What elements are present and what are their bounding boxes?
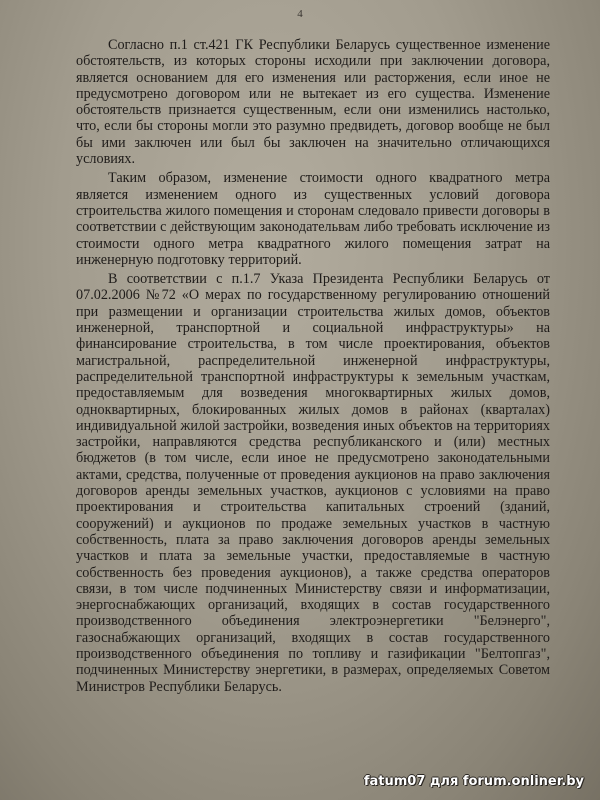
forum-watermark: fatum07 для forum.onliner.by [363,774,584,789]
paragraph-decree-72: В соответствии с п.1.7 Указа Президента Республики Беларусь от 07.02.2006 №72 «О мерах по государственному регулированию отношений при размещении и организации строительства жилых домов, объектов инженерной, транспортной и социальной инфраструктуры» на финансирование строительства, в том числе проектирования, объектов магистральной, распределительной инженерной инфраструктуры, распределительной транспортной инфраструктуры к земельным участкам, предоставляемым для возведения многоквартирных жилых домов, одноквартирных, блокированных жилых домов в районах (кварталах) индивидуальной жилой застройки, возведения иных объектов на территориях застройки, направляются средства республиканского и (или) местных бюджетов (в том числе, если иное не предусмотрено законодательными актами, средства, полученные от проведения аукционов на право заключения договоров аренды земельных участков, аукционов с условиями на право проектирования и строительства капитальных строений (зданий, сооружений) и аукционов по продаже земельных участков в частную собственность, плата за право заключения договоров аренды земельных участков и плата за земельные участки, предоставляемые в частную собственность без проведения аукционов), а также средства операторов связи, в том числе подчиненных Министерству связи и информатизации, энергоснабжающих организаций, входящих в состав государственного производственного объединения электроэнергетики "Белэнерго", газоснабжающих организаций, входящих в состав государственного производственного объединения по топливу и газификации "Белтопгаз", подчиненных Министерству энергетики, в размерах, определяемых Советом Министров Республики Беларусь. [76,271,550,695]
paragraph-article-421: Согласно п.1 ст.421 ГК Республики Беларусь существенное изменение обстоятельств, из которых стороны исходили при заключении договора, является основанием для его изменения или расторжения, если иное не предусмотрено договором или не вытекает из его существа. Изменение обстоятельств признается существенным, если они изменились настолько, что, если бы стороны могли это разумно предвидеть, договор вообще не был бы ими заключен или был бы заключен на значительно отличающихся условиях. [76,37,550,168]
paragraph-conclusion: Таким образом, изменение стоимости одного квадратного метра является изменением одного из существенных условий договора строительства жилого помещения и сторонам следовало привести договоры в соответствии с действующим законодательвам либо требовать исключение из стоимости одного метра квадратного жилого помещения затрат на инженерную подготовку территорий. [76,170,550,268]
document-body [76,37,550,695]
page-number: 4 [297,8,303,20]
